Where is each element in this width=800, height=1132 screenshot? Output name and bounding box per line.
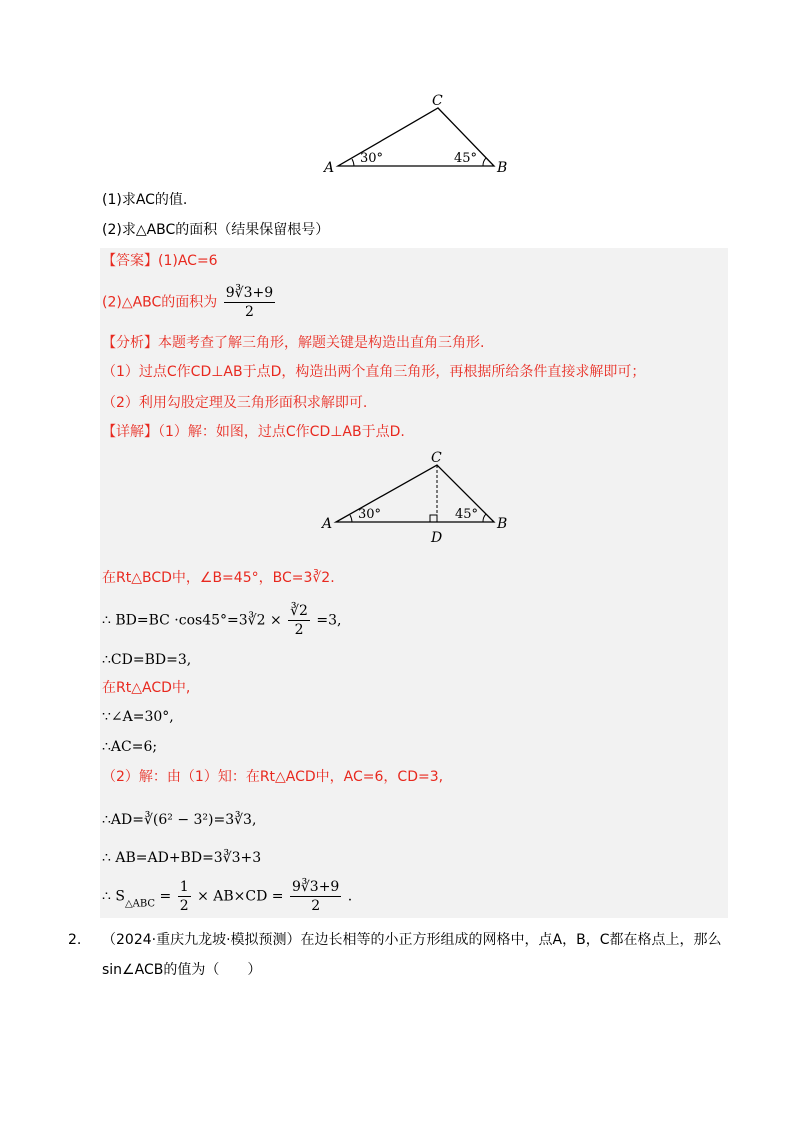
answer-2-denominator: 2 <box>244 304 254 320</box>
angle-arc-b <box>483 514 486 522</box>
area-subscript: △ABC <box>124 898 156 910</box>
analysis-line-2: （1）过点C作CD⊥AB于点D，构造出两个直角三角形，再根据所给条件直接求解即可； <box>102 364 646 380</box>
solution-line-7: （2）解：由（1）知：在Rt△ACD中，AC=6，CD=3, <box>102 769 444 785</box>
question-1: (1)求AC的值. <box>102 192 188 208</box>
area-middle: × AB×CD = <box>197 888 284 905</box>
analysis-line-1: 【分析】本题考查了解三角形，解题关键是构造出直角三角形. <box>102 335 485 351</box>
solution-line-1 <box>102 568 335 588</box>
angle-label-b: 45° <box>455 507 479 522</box>
angle-label-a: 30° <box>360 151 384 166</box>
detail-line-1: 【详解】（1）解：如图，过点C作CD⊥AB于点D. <box>102 424 405 440</box>
answer-1: (1)AC=6 <box>158 253 218 269</box>
answer-line-1 <box>102 251 218 271</box>
solution-step-2-right: =3, <box>316 612 342 629</box>
angle-arc-a <box>350 515 352 522</box>
angle-label-a: 30° <box>358 507 382 522</box>
question-2-number: 2. <box>68 932 82 948</box>
solution-step-1: 在Rt△BCD中，∠B=45°，BC=3∛2. <box>102 570 335 586</box>
question-2-line-2: sin∠ACB的值为（ ） <box>102 962 262 978</box>
fraction-denominator: 2 <box>294 622 304 638</box>
solution-line-4: 在Rt△ACD中, <box>102 680 191 696</box>
question-2-line-1: （2024·重庆九龙坡·模拟预测）在边长相等的小正方形组成的网格中，点A，B，C都在格点上，那么 <box>102 932 722 948</box>
triangle-figure-1 <box>320 90 520 180</box>
right-angle-mark <box>430 515 437 522</box>
area-equals: = <box>159 888 172 905</box>
solution-step-2-left: ∴ BD=BC ·cos45°=3∛2 × <box>102 612 282 629</box>
vertex-label-b: B <box>497 160 508 176</box>
fraction-denominator: 2 <box>179 898 189 914</box>
solution-step-2-fraction <box>288 602 310 639</box>
question-2: (2)求△ABC的面积（结果保留根号） <box>102 222 330 238</box>
solution-line-9: ∴ AB=AD+BD=3∛3+3 <box>102 850 262 866</box>
solution-line-2 <box>102 602 342 639</box>
fraction-numerator: 9∛3+9 <box>291 879 340 895</box>
vertex-label-c: C <box>431 450 442 466</box>
area-end: . <box>347 888 353 905</box>
area-fraction-half <box>178 878 191 915</box>
vertex-label-a: A <box>324 160 335 176</box>
angle-arc-a <box>352 159 354 166</box>
fraction-numerator: 1 <box>179 879 189 895</box>
solution-line-10 <box>102 878 352 915</box>
vertex-label-d: D <box>431 530 443 546</box>
area-prefix: ∴ S <box>102 888 125 905</box>
vertex-label-a: A <box>322 516 333 532</box>
answer-line-2 <box>102 284 277 321</box>
fraction-denominator: 2 <box>311 898 321 914</box>
solution-line-8: ∴AD=∛(6² − 3²)=3∛3, <box>102 812 257 828</box>
fraction-numerator: ∛2 <box>290 603 308 619</box>
solution-line-6: ∴AC=6; <box>102 739 158 755</box>
solution-line-3: ∴CD=BD=3, <box>102 652 192 668</box>
answer-2-prefix: (2)△ABC的面积为 <box>102 294 218 311</box>
answer-2-numerator: 9∛3+9 <box>225 285 274 301</box>
solution-line-5: ∵∠A=30°, <box>102 709 174 725</box>
analysis-line-3: （2）利用勾股定理及三角形面积求解即可. <box>102 395 368 411</box>
answer-2-fraction <box>224 284 275 321</box>
angle-arc-b <box>483 158 486 166</box>
vertex-label-b: B <box>497 516 508 532</box>
triangle-figure-2 <box>318 450 518 550</box>
angle-label-b: 45° <box>454 151 478 166</box>
vertex-label-c: C <box>432 93 443 109</box>
answer-tag: 【答案】 <box>102 253 158 269</box>
area-fraction-result <box>290 878 341 915</box>
